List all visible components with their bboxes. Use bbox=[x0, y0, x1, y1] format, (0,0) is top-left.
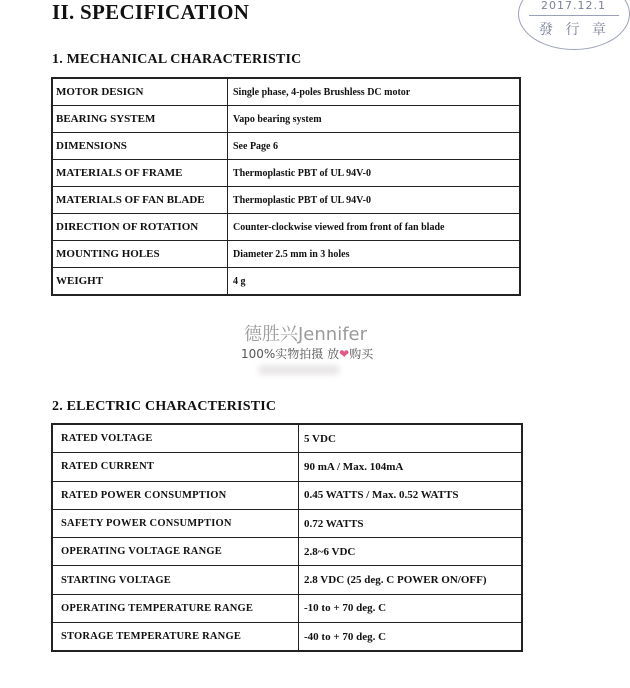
spec-key: STORAGE TEMPERATURE RANGE bbox=[52, 623, 299, 652]
spec-key: RATED POWER CONSUMPTION bbox=[52, 481, 299, 509]
spec-key: DIMENSIONS bbox=[52, 133, 228, 160]
table-row bbox=[52, 538, 522, 566]
table-row bbox=[52, 241, 520, 268]
spec-value: 0.72 WATTS bbox=[299, 509, 523, 537]
spec-value: Single phase, 4-poles Brushless DC motor bbox=[228, 78, 521, 106]
watermark-caption bbox=[241, 345, 373, 362]
spec-key: RATED VOLTAGE bbox=[52, 424, 299, 453]
spec-key: RATED CURRENT bbox=[52, 453, 299, 481]
mechanical-heading: 1. MECHANICAL CHARACTERISTIC bbox=[52, 52, 302, 67]
stamp-date: 2017.12.1 bbox=[541, 0, 606, 12]
table-row bbox=[52, 623, 522, 652]
spec-value: Thermoplastic PBT of UL 94V-0 bbox=[228, 187, 521, 214]
table-row bbox=[52, 509, 522, 537]
table-row bbox=[52, 133, 520, 160]
spec-value: 4 g bbox=[228, 268, 521, 296]
spec-key: MATERIALS OF FAN BLADE bbox=[52, 187, 228, 214]
spec-key: SAFETY POWER CONSUMPTION bbox=[52, 509, 299, 537]
heart-icon: ❤ bbox=[339, 347, 350, 361]
spec-key: OPERATING TEMPERATURE RANGE bbox=[52, 594, 299, 622]
spec-value: Counter-clockwise viewed from front of fan blade bbox=[228, 214, 521, 241]
spec-key: MATERIALS OF FRAME bbox=[52, 160, 228, 187]
spec-value: Vapo bearing system bbox=[228, 106, 521, 133]
table-row bbox=[52, 453, 522, 481]
spec-value: -10 to + 70 deg. C bbox=[299, 594, 523, 622]
table-row bbox=[52, 268, 520, 296]
spec-value: 90 mA / Max. 104mA bbox=[299, 453, 523, 481]
spec-key: DIRECTION OF ROTATION bbox=[52, 214, 228, 241]
spec-value: -40 to + 70 deg. C bbox=[299, 623, 523, 652]
spec-key: OPERATING VOLTAGE RANGE bbox=[52, 538, 299, 566]
watermark-caption-b: 购买 bbox=[349, 347, 374, 361]
table-row bbox=[52, 566, 522, 594]
spec-key: MOTOR DESIGN bbox=[52, 78, 228, 106]
watermark-brand: 德胜兴Jennifer bbox=[244, 324, 368, 345]
spec-key: BEARING SYSTEM bbox=[52, 106, 228, 133]
spec-key: MOUNTING HOLES bbox=[52, 241, 228, 268]
spec-key: STARTING VOLTAGE bbox=[52, 566, 299, 594]
table-row bbox=[52, 424, 522, 453]
spec-value: Thermoplastic PBT of UL 94V-0 bbox=[228, 160, 521, 187]
blurred-smudge bbox=[258, 365, 340, 375]
stamp-text: 發 行 章 bbox=[539, 22, 610, 38]
electric-table bbox=[51, 423, 523, 652]
spec-value: 2.8 VDC (25 deg. C POWER ON/OFF) bbox=[299, 566, 523, 594]
spec-value: 5 VDC bbox=[299, 424, 523, 453]
electric-heading: 2. ELECTRIC CHARACTERISTIC bbox=[52, 399, 277, 414]
table-row bbox=[52, 187, 520, 214]
spec-key: WEIGHT bbox=[52, 268, 228, 296]
spec-value: 2.8~6 VDC bbox=[299, 538, 523, 566]
stamp-divider bbox=[529, 15, 619, 16]
page-title: II. SPECIFICATION bbox=[52, 0, 250, 24]
mechanical-table bbox=[51, 77, 521, 296]
spec-value: Diameter 2.5 mm in 3 holes bbox=[228, 241, 521, 268]
table-row bbox=[52, 594, 522, 622]
table-row bbox=[52, 160, 520, 187]
approval-stamp bbox=[518, 0, 630, 50]
spec-value: See Page 6 bbox=[228, 133, 521, 160]
table-row bbox=[52, 481, 522, 509]
watermark-caption-a: 100%实物拍摄 放 bbox=[241, 347, 340, 361]
table-row bbox=[52, 214, 520, 241]
table-row bbox=[52, 78, 520, 106]
spec-value: 0.45 WATTS / Max. 0.52 WATTS bbox=[299, 481, 523, 509]
table-row bbox=[52, 106, 520, 133]
